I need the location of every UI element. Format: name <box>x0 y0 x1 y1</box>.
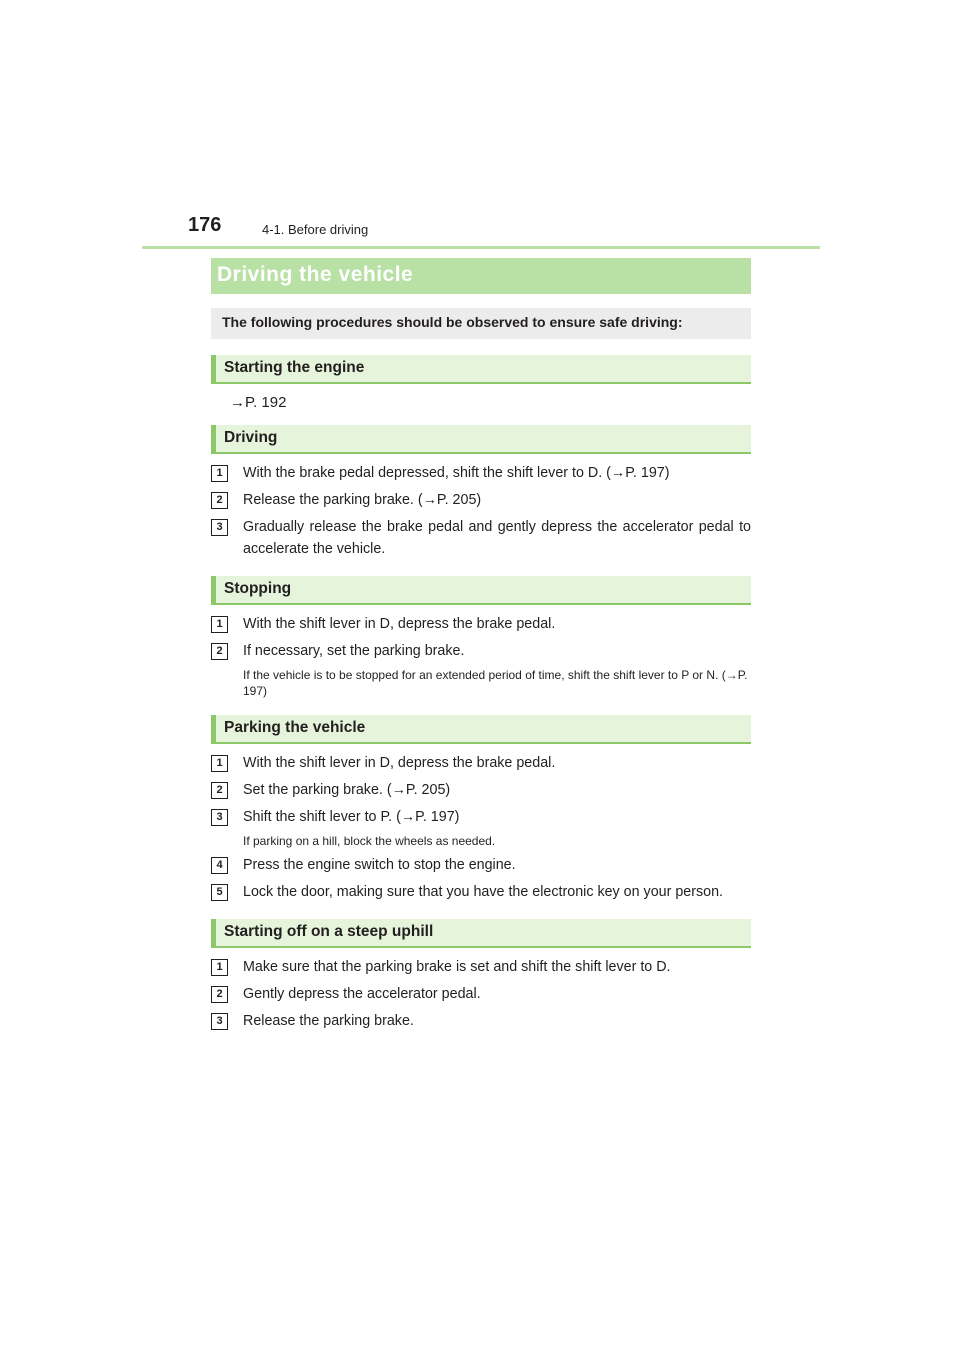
page-title: Driving the vehicle <box>211 258 751 294</box>
uphill-steps <box>211 956 751 1032</box>
driving-steps <box>211 462 751 560</box>
list-item <box>211 956 751 978</box>
list-item <box>211 752 751 774</box>
page-header <box>142 214 820 249</box>
section-heading-steep-uphill: Starting off on a steep uphill <box>211 919 751 948</box>
step-text: Press the engine switch to stop the engine. <box>243 857 516 873</box>
page-number: 176 <box>188 214 222 236</box>
page-reference-link[interactable]: →P. 192 <box>230 394 287 411</box>
step-number-badge: 1 <box>211 616 228 633</box>
step-text: With the shift lever in D, depress the brake pedal. <box>243 616 556 632</box>
step-text: Make sure that the parking brake is set and shift the shift lever to D. <box>243 959 671 975</box>
step-number-badge: 1 <box>211 755 228 772</box>
stopping-steps <box>211 613 751 699</box>
step-text: Gradually release the brake pedal and gently depress the accelerator pedal to accelerate the vehicle. <box>243 519 751 557</box>
intro-text: The following procedures should be observed to ensure safe driving: <box>211 308 751 339</box>
section-path: 4-1. Before driving <box>262 222 369 237</box>
step-number-badge: 4 <box>211 857 228 874</box>
list-item <box>211 881 751 903</box>
list-item <box>211 613 751 635</box>
parking-steps <box>211 752 751 903</box>
step-number-badge: 2 <box>211 986 228 1003</box>
list-item <box>211 489 751 511</box>
step-text: With the shift lever in D, depress the brake pedal. <box>243 755 556 771</box>
section-heading-starting-engine: Starting the engine <box>211 355 751 384</box>
list-item <box>211 854 751 876</box>
list-item <box>211 806 751 828</box>
step-number-badge: 3 <box>211 1013 228 1030</box>
step-text: Shift the shift lever to P. (→P. 197) <box>243 809 460 825</box>
list-item <box>211 462 751 484</box>
list-item <box>211 779 751 801</box>
step-number-badge: 2 <box>211 643 228 660</box>
step-number-badge: 2 <box>211 782 228 799</box>
list-item <box>211 1010 751 1032</box>
section-heading-parking: Parking the vehicle <box>211 715 751 744</box>
step-note: If the vehicle is to be stopped for an extended period of time, shift the shift lever to P or N. (→P. 197) <box>243 668 748 698</box>
step-number-badge: 1 <box>211 465 228 482</box>
step-number-badge: 3 <box>211 809 228 826</box>
step-number-badge: 3 <box>211 519 228 536</box>
list-item <box>211 516 751 560</box>
step-number-badge: 5 <box>211 884 228 901</box>
step-text: If necessary, set the parking brake. <box>243 643 465 659</box>
step-number-badge: 1 <box>211 959 228 976</box>
step-text: Release the parking brake. (→P. 205) <box>243 492 482 508</box>
step-text: Lock the door, making sure that you have the electronic key on your person. <box>243 884 724 900</box>
step-text: Gently depress the accelerator pedal. <box>243 986 481 1002</box>
step-number-badge: 2 <box>211 492 228 509</box>
page-content <box>211 258 751 1032</box>
step-text: Set the parking brake. (→P. 205) <box>243 782 451 798</box>
list-item <box>211 640 751 662</box>
step-text: With the brake pedal depressed, shift the shift lever to D. (→P. 197) <box>243 465 670 481</box>
list-item <box>211 983 751 1005</box>
step-text: Release the parking brake. <box>243 1013 414 1029</box>
step-note: If parking on a hill, block the wheels as needed. <box>243 834 496 848</box>
section-heading-driving: Driving <box>211 425 751 454</box>
section-heading-stopping: Stopping <box>211 576 751 605</box>
